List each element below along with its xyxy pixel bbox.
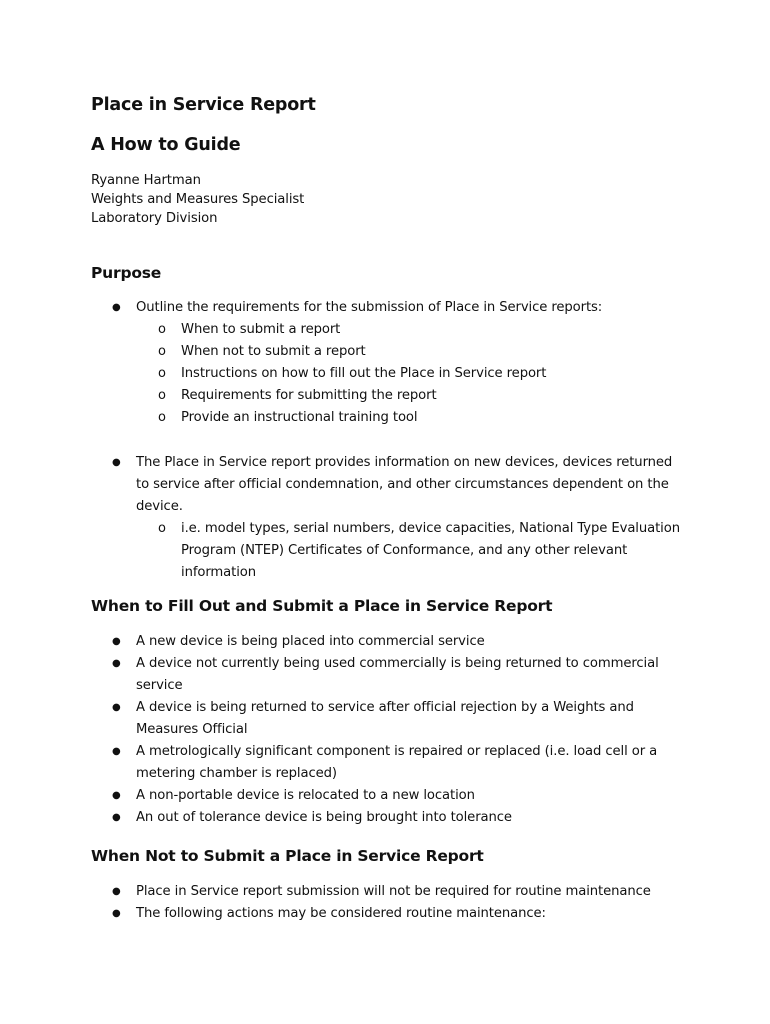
author-division: Laboratory Division: [91, 211, 218, 226]
list-item: [0, 903, 676, 925]
list-item: [0, 653, 676, 697]
list-item-text: A metrologically significant component is repaired or replaced (i.e. load cell or a metering chamber is replaced): [136, 744, 658, 781]
bullet-icon: ●: [112, 908, 121, 919]
when-not-submit-list: [0, 881, 770, 925]
list-item: [0, 631, 676, 653]
purpose-sublist-2: [136, 518, 680, 584]
list-item-text: A new device is being placed into commercial service: [136, 634, 485, 649]
purpose-list: [0, 297, 770, 429]
list-item-text: Outline the requirements for the submission of Place in Service reports:: [136, 300, 603, 315]
sub-bullet-icon: o: [158, 366, 166, 381]
sub-bullet-icon: o: [158, 322, 166, 337]
list-item: [136, 385, 681, 407]
list-item-text: A non-portable device is relocated to a new location: [136, 788, 475, 803]
purpose-list-2: [0, 452, 770, 584]
bullet-icon: ●: [112, 302, 121, 313]
list-item: [136, 407, 681, 429]
bullet-icon: ●: [112, 790, 121, 801]
bullet-icon: ●: [112, 636, 121, 647]
sub-bullet-icon: o: [158, 344, 166, 359]
list-item: [136, 341, 681, 363]
list-item: [0, 881, 676, 903]
bullet-icon: ●: [112, 812, 121, 823]
bullet-icon: ●: [112, 702, 121, 713]
sub-bullet-icon: o: [158, 388, 166, 403]
list-item-text: A device not currently being used commercially is being returned to commercial service: [136, 656, 659, 693]
list-item-text: When to submit a report: [181, 322, 341, 337]
when-submit-list: [0, 631, 770, 829]
list-item-text: An out of tolerance device is being brought into tolerance: [136, 810, 512, 825]
when-not-submit-heading: When Not to Submit a Place in Service Report: [91, 847, 484, 865]
list-item-text: A device is being returned to service after official rejection by a Weights and Measures Official: [136, 700, 634, 737]
document-title: Place in Service Report: [91, 95, 316, 115]
bullet-icon: ●: [112, 886, 121, 897]
list-item: [0, 741, 676, 785]
purpose-heading: Purpose: [91, 264, 162, 282]
list-item-text: Provide an instructional training tool: [181, 410, 418, 425]
when-submit-heading: When to Fill Out and Submit a Place in Service Report: [91, 597, 553, 615]
list-item-text: Requirements for submitting the report: [181, 388, 437, 403]
list-item: [0, 807, 676, 829]
document-subtitle: A How to Guide: [91, 135, 241, 155]
list-item-text: i.e. model types, serial numbers, device capacities, National Type Evaluation Program (NTEP) Certificates of Conformance, and any other relevant information: [181, 521, 680, 580]
bullet-icon: ●: [112, 658, 121, 669]
sub-bullet-icon: o: [158, 410, 166, 425]
author-role: Weights and Measures Specialist: [91, 192, 305, 207]
bullet-icon: ●: [112, 746, 121, 757]
list-item-text: The Place in Service report provides information on new devices, devices returned to service after official condemnation, and other circumstances dependent on the device.: [136, 455, 673, 514]
purpose-sublist: [136, 319, 676, 429]
list-item: [0, 452, 680, 584]
sub-bullet-icon: o: [158, 521, 166, 536]
list-item: [136, 319, 681, 341]
list-item-text: Instructions on how to fill out the Place in Service report: [181, 366, 547, 381]
list-item: [0, 697, 676, 741]
list-item-text: When not to submit a report: [181, 344, 366, 359]
list-item: [136, 363, 681, 385]
author-name: Ryanne Hartman: [91, 173, 201, 188]
list-item: [136, 518, 681, 584]
list-item-text: Place in Service report submission will not be required for routine maintenance: [136, 884, 651, 899]
list-item: [0, 785, 676, 807]
list-item: [0, 297, 676, 429]
bullet-icon: ●: [112, 457, 121, 468]
list-item-text: The following actions may be considered routine maintenance:: [136, 906, 546, 921]
